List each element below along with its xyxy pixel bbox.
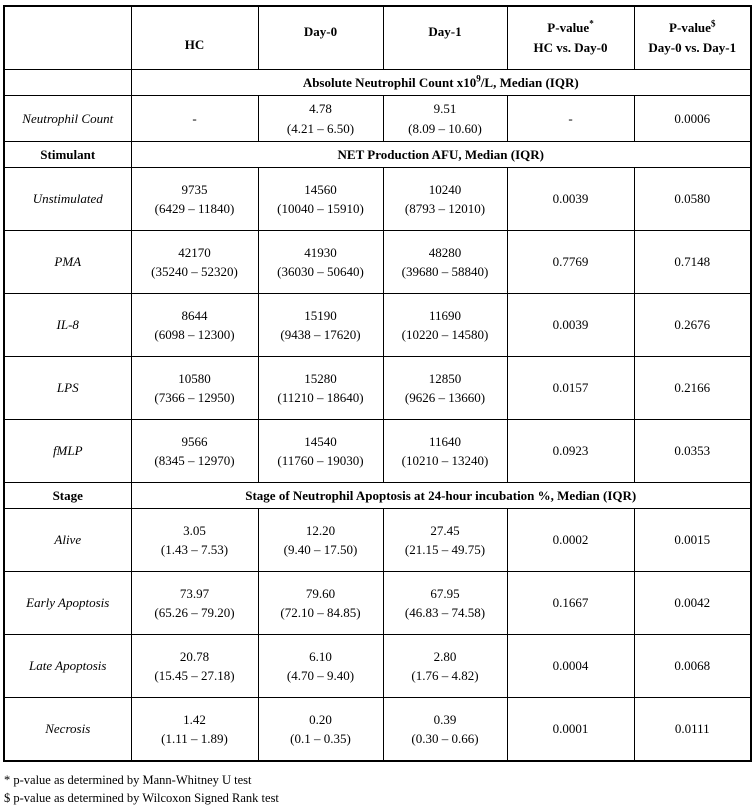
median-value: 0.20 <box>309 711 332 727</box>
table-row <box>4 420 751 483</box>
cell-hc <box>131 509 258 572</box>
median-value: 1.42 <box>183 711 206 727</box>
cell-day0 <box>258 509 383 572</box>
cell-hc <box>131 420 258 483</box>
cell-day1 <box>383 357 507 420</box>
cell-pvalue2: 0.0580 <box>634 168 751 231</box>
median-value: 10240 <box>428 181 462 197</box>
section-title-stage: Stage of Neutrophil Apoptosis at 24-hour incubation %, Median (IQR) <box>131 483 751 509</box>
cell-hc <box>131 635 258 698</box>
cell-day1 <box>383 231 507 294</box>
cell-day0 <box>258 96 383 142</box>
cell-day0 <box>258 294 383 357</box>
corner-cell <box>4 6 131 70</box>
cell-day1 <box>383 572 507 635</box>
median-value: 6.10 <box>309 648 332 664</box>
cell-hc <box>131 698 258 762</box>
iqr-value: (7366 – 12950) <box>154 390 235 405</box>
iqr-value: (36030 – 50640) <box>277 264 364 279</box>
col-header-pvalue-hc-vs-day0 <box>507 6 634 70</box>
median-value: 0.39 <box>433 711 457 727</box>
cell-pvalue1: 0.0001 <box>507 698 634 762</box>
row-label: Alive <box>4 509 131 572</box>
cell-day1 <box>383 698 507 762</box>
iqr-value: (10210 – 13240) <box>401 453 489 468</box>
cell-hc <box>131 168 258 231</box>
col-header-day0: Day-0 <box>258 6 383 70</box>
median-value: 2.80 <box>433 648 457 664</box>
iqr-value: (9626 – 13660) <box>404 390 486 405</box>
iqr-value: (21.15 – 49.75) <box>404 542 486 557</box>
row-label: Necrosis <box>4 698 131 762</box>
cell-day0 <box>258 698 383 762</box>
iqr-value: (1.11 – 1.89) <box>161 731 228 746</box>
row-label: Early Apoptosis <box>4 572 131 635</box>
median-value: 27.45 <box>430 522 460 538</box>
median-value: 12850 <box>428 370 462 386</box>
footnote-wilcoxon: $ p-value as determined by Wilcoxon Signed Rank test <box>4 791 279 806</box>
cell-day0 <box>258 168 383 231</box>
cell-day0 <box>258 420 383 483</box>
pvalue1-comparison: HC vs. Day-0 <box>533 40 608 55</box>
cell-hc <box>131 294 258 357</box>
cell-day0 <box>258 572 383 635</box>
iqr-value: (9438 – 17620) <box>280 327 361 342</box>
table-row <box>4 698 751 762</box>
asterisk-superscript: * <box>589 18 594 29</box>
cell-day1 <box>383 635 507 698</box>
results-table <box>3 5 752 762</box>
median-value: 4.78 <box>309 101 332 116</box>
median-value: 73.97 <box>179 585 210 601</box>
row-label: fMLP <box>4 420 131 483</box>
section-label-empty <box>4 70 131 96</box>
col-header-pvalue-day0-vs-day1 <box>634 6 751 70</box>
section-band-stage <box>4 483 751 509</box>
section-band-net <box>4 142 751 168</box>
cell-day0 <box>258 231 383 294</box>
iqr-value: (8.09 – 10.60) <box>408 120 482 136</box>
iqr-value: (9.40 – 17.50) <box>283 542 358 557</box>
iqr-value: (8345 – 12970) <box>154 453 235 468</box>
iqr-value: (39680 – 58840) <box>401 264 489 279</box>
cell-day1 <box>383 168 507 231</box>
iqr-value: (4.70 – 9.40) <box>286 668 355 683</box>
median-value: 42170 <box>178 244 211 260</box>
footnotes <box>4 771 750 807</box>
pvalue2-comparison: Day-0 vs. Day-1 <box>648 40 737 55</box>
cell-pvalue2: 0.0042 <box>634 572 751 635</box>
superscript-nine: 9 <box>476 73 481 84</box>
cell-day1 <box>383 420 507 483</box>
median-value: 11640 <box>428 433 462 449</box>
section-title-anc: Absolute Neutrophil Count $x10^9/L$, Median (IQR) <box>131 70 751 96</box>
table-row <box>4 572 751 635</box>
footnote-mann-whitney: * p-value as determined by Mann-Whitney U test <box>4 773 252 787</box>
table-row <box>4 294 751 357</box>
iqr-value: (4.21 – 6.50) <box>286 120 355 136</box>
cell-pvalue1: - <box>507 96 634 142</box>
row-label: IL-8 <box>4 294 131 357</box>
cell-pvalue2: 0.2166 <box>634 357 751 420</box>
median-value: 67.95 <box>430 585 460 601</box>
cell-pvalue2: 0.0353 <box>634 420 751 483</box>
cell-day1 <box>383 509 507 572</box>
pvalue1-title: P-value* <box>547 18 594 35</box>
iqr-value: (0.30 – 0.66) <box>411 731 479 746</box>
table-row <box>4 168 751 231</box>
cell-pvalue1: 0.0002 <box>507 509 634 572</box>
cell-hc <box>131 357 258 420</box>
table-row <box>4 635 751 698</box>
col-header-hc: HC <box>131 6 258 70</box>
cell-pvalue2: 0.7148 <box>634 231 751 294</box>
cell-hc <box>131 572 258 635</box>
median-value: 11690 <box>428 307 462 323</box>
iqr-value: (10040 – 15910) <box>277 201 364 216</box>
cell-pvalue1: 0.0923 <box>507 420 634 483</box>
cell-pvalue1: 0.0004 <box>507 635 634 698</box>
cell-pvalue2: 0.0006 <box>634 96 751 142</box>
cell-day1 <box>383 96 507 142</box>
median-value: 41930 <box>304 244 337 260</box>
table-row <box>4 231 751 294</box>
cell-pvalue1: 0.7769 <box>507 231 634 294</box>
median-value: 3.05 <box>183 522 206 538</box>
row-label: Late Apoptosis <box>4 635 131 698</box>
cell-pvalue2: 0.0015 <box>634 509 751 572</box>
iqr-value: (15.45 – 27.18) <box>154 668 235 683</box>
median-value: 20.78 <box>179 648 210 664</box>
cell-pvalue1: 0.0039 <box>507 168 634 231</box>
median-value: 9566 <box>181 433 208 449</box>
table-row <box>4 509 751 572</box>
section-title-net: NET Production AFU, Median (IQR) <box>131 142 751 168</box>
section-label-stimulant: Stimulant <box>4 142 131 168</box>
iqr-value: (6429 – 11840) <box>154 201 235 216</box>
cell-pvalue2: 0.0068 <box>634 635 751 698</box>
cell-pvalue1: 0.0157 <box>507 357 634 420</box>
median-value: 14540 <box>304 433 337 449</box>
median-value: 9.51 <box>433 101 457 116</box>
median-value: 8644 <box>181 307 208 323</box>
row-label: LPS <box>4 357 131 420</box>
median-value: 15280 <box>304 370 337 386</box>
section-band-anc <box>4 70 751 96</box>
cell-day1 <box>383 294 507 357</box>
cell-pvalue2: 0.2676 <box>634 294 751 357</box>
median-value: 79.60 <box>305 585 336 601</box>
iqr-value: (11210 – 18640) <box>277 390 364 405</box>
cell-day0 <box>258 635 383 698</box>
section-label-stage: Stage <box>4 483 131 509</box>
iqr-value: (6098 – 12300) <box>154 327 235 342</box>
row-label: Neutrophil Count <box>4 96 131 142</box>
table-row <box>4 96 751 142</box>
col-header-day1: Day-1 <box>383 6 507 70</box>
iqr-value: (0.1 – 0.35) <box>290 731 351 746</box>
iqr-value: (1.76 – 4.82) <box>411 668 479 683</box>
table-row <box>4 357 751 420</box>
row-label: Unstimulated <box>4 168 131 231</box>
dollar-superscript: $ <box>710 18 716 29</box>
iqr-value: (72.10 – 84.85) <box>280 605 361 620</box>
header-row <box>4 6 751 70</box>
median-value: 15190 <box>304 307 337 323</box>
row-label: PMA <box>4 231 131 294</box>
iqr-value: (46.83 – 74.58) <box>404 605 486 620</box>
median-value: - <box>192 110 197 126</box>
median-value: 14560 <box>304 181 337 197</box>
iqr-value: (11760 – 19030) <box>277 453 364 468</box>
pvalue2-title: P-value$ <box>669 18 716 35</box>
cell-hc <box>131 96 258 142</box>
cell-pvalue1: 0.1667 <box>507 572 634 635</box>
iqr-value: (35240 – 52320) <box>151 264 238 279</box>
cell-day0 <box>258 357 383 420</box>
iqr-value: (65.26 – 79.20) <box>154 605 235 620</box>
median-value: 10580 <box>178 370 211 386</box>
median-value: 48280 <box>428 244 462 260</box>
median-value: 12.20 <box>305 522 336 538</box>
iqr-value: (10220 – 14580) <box>401 327 489 342</box>
cell-hc <box>131 231 258 294</box>
cell-pvalue2: 0.0111 <box>634 698 751 762</box>
median-value: 9735 <box>181 181 208 197</box>
cell-pvalue1: 0.0039 <box>507 294 634 357</box>
iqr-value: (1.43 – 7.53) <box>160 542 229 557</box>
iqr-value: (8793 – 12010) <box>404 201 486 216</box>
